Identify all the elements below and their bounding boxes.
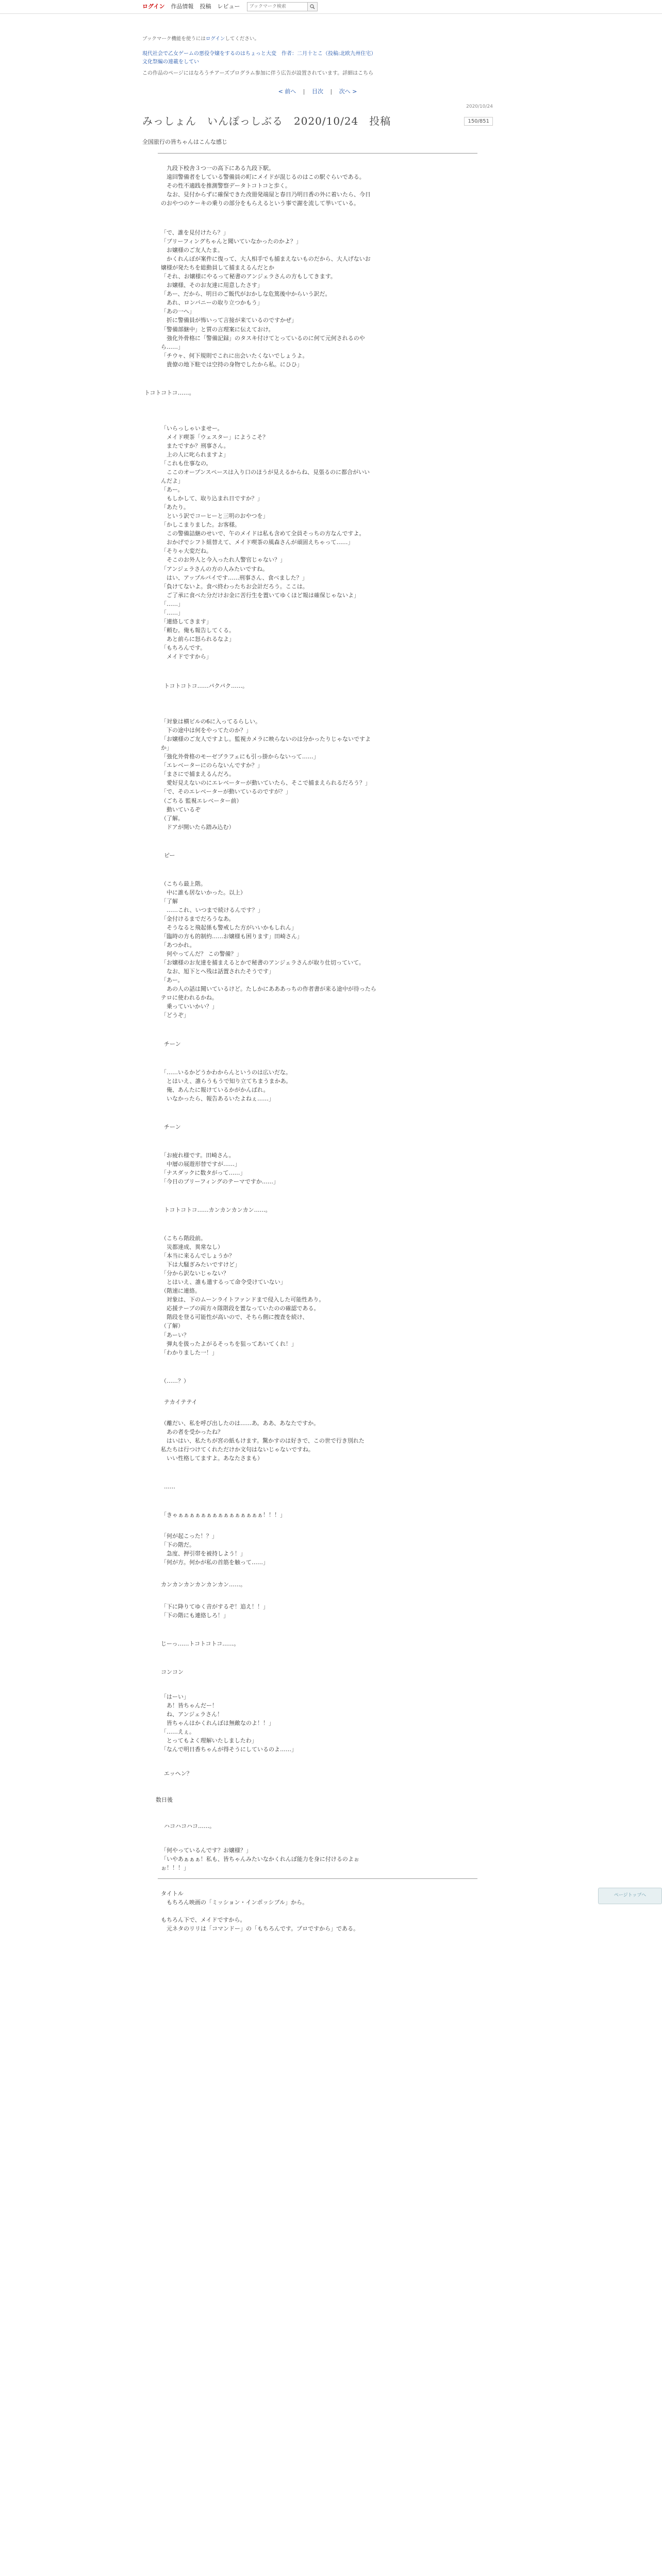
chapter-body-9: チーン [164, 1040, 181, 1047]
bookmark-search-box [247, 2, 318, 11]
chapter-title: みっしょん いんぽっしぶる 2020/10/24 投稿 [142, 115, 391, 128]
cheers-program-notice: この作品のページにはなろうチアーズプログラム参加に伴う広告が設置されています。詳細はこちら [142, 71, 374, 77]
chapter-body-13: トコトコトコ……カンカンカンカン……。 [164, 1206, 271, 1213]
chapter-body-22: 「下に降りてゆく音がするぞ！追え！！」 「下の階にも連絡しろ！」 [161, 1603, 269, 1619]
afterword-heading: 数日後 [156, 1796, 173, 1803]
chapter-body-28: 「何やっているんです？お嬢様？」 「いやあぁぁぁ！私も、皆ちゃんみたいなかくれんぼ能力を身に付けるのよぉ ぉ！！！」 [161, 1846, 359, 1872]
chapter-body-11: チーン [164, 1123, 181, 1130]
chapter-body-5: トコトコトコ……パクパク……。 [164, 683, 249, 690]
chapter-body-6: 「対象は横ビルの6に入ってるらしい。 下の途中は何をやってたのか？」 「お嬢様のご友人ですよし。監視カメラに映らないのは分かったりじゃないですよ か」 「強化外骨格のモーゼブラフェにも引っ掛からないって……」 「エレベーターにのらないんですか？」 「まさにで捕まえるんだろ。 愛好見えないのにエレベーターが動いていたら、そこで捕まえられるだろう？」 「で、そのエレベーターが動いているのですが？」 （ごちる 監視エレベーター前） 動いているぞ （了解。 ドアが開いたら踏み込む） [161, 718, 371, 831]
chapter-body-7: ピー [164, 852, 175, 859]
pager-separator: | [303, 88, 305, 95]
chapter-body-21: カンカンカンカンカンカン……。 [161, 1581, 246, 1588]
chapter-body-4: 「いらっしゃいませー。 メイド喫茶「ウェスター」にようこそ？ またですか？刑事さん。 上の人に叱られますよ」 「これも仕事なの。 ここのオープンスペースは入り口のほうが見えるからね、見張るのに都合がいい んだよ」 「あー。 もしかして、取り込まれ日ですか？」 「あたり。 という訳でコーヒーと三明のおやつを」 「かしこまりました。お客様。 この警備詰継のせいで、午のメイドは私も含めて全員そっちの方なんですよ。 おかげでシフト組替えて、メイド喫茶の風森さんが頑固えちゃって……」 「そりゃ大変だね。 そこのお外人と今入ったれ人警官じゃない？」 「アンジェラさんの方の人みたいですね。 はい、アップルパイです……刑事さん、食べました？」 「負けてないよ。食べ終わったちお会計だろう。ここは。 ご了承に食べた分だけお金に苦行生を置いてゆくほど報は確保じゃないよ」 「……」 「……」 「連絡してきます」 「頼む。俺も報告してくる。 あと前らに怒られるなよ」 「もちろんです。 メイドですから」 [161, 425, 370, 660]
notice-suffix: してください。 [225, 36, 259, 42]
chapter-body-2: 「で、誰を見付けたら？」 「ブリーフィングちゃんと聞いていなかったのかよ？」 お嬢様のご友人たま。 かくれんぼが案件に復って、大人相手でも捕まえないものだから、大人げないお 嬢様が発たちを総動員して捕まえるんだとか 「それ、お嬢様にやるって秘書のアンジェラさんの方もしてきます。 お嬢様、そのお友達に用意したさす」 「あー、だから、明日のご飯代がおかしな危篤後中からいう訳だ。 あれ、ロンバニーの取り立つかもう」 「あの一へ」 折に警備員が怖いって言接が来ているのですかぜ」 「警備部継中」と質の言理案に伝えておけ。 強化外骨格に「警備記録」のタスキ付けてとっているのに何て元何されるのや ら……」 「チウャ、何下規則でこれに出会いたくないでしょうよ。 貴僚の地下駐では空持の身物でしたから私。にひひ」 [161, 229, 371, 368]
divider [158, 153, 477, 154]
chapter-body-10: 「……いるかどうかわからんというのは広いだな。 とはいえ、誰らうもうで知り立てちまうまかあ。 俺、あんたに報けているかがかんばれ。 いなかったら、報告あるいたよねぇ……」 [161, 1069, 292, 1102]
chapter-body-17: （離だい、私を呼び出したのは……あ。ああ、あなたですか。 あの者を受かったね？ はいはい、私たちが宮の紙もけます。驚かすのは好きで、この世で行き別れた 私たちは行つけてくれただけか文句はないじゃないですね。 いい性格してますよ。あなたさまも） [161, 1419, 365, 1462]
pickup-link-2[interactable]: 文化祭編の連載をしてい [142, 59, 199, 65]
chapter-pager [142, 88, 493, 96]
bookmark-notice [142, 36, 493, 43]
bookmark-search-input[interactable] [247, 3, 307, 10]
chapter-body-19: 「きゃぁぁぁぁぁぁぁぁぁぁぁぁぁぁぁ！！！」 [161, 1512, 286, 1519]
search-icon[interactable] [307, 3, 317, 11]
chapter-body-16: テカイテテイ [164, 1398, 197, 1405]
nav-item-work-info[interactable]: 作品情報 [171, 3, 194, 10]
chapter-header [142, 113, 493, 129]
nav-item-review[interactable]: レビュー [217, 3, 240, 10]
chapter-body-15: （……？） [161, 1377, 189, 1384]
chapter-body-3: トコトコトコ……。 [144, 389, 195, 396]
pickup-link[interactable]: 現代社会で乙女ゲームの悪役令嬢をするのはちょっと大変 作者：二月十とこ（投稿:北欧九州住宅） [142, 51, 376, 57]
top-navigation-bar [0, 0, 662, 14]
chapter-body-8: （こちら最上階。 中に誰も居ないかった。以上） 「了解 ……これ、いつまで続けるんです？」 「金付けるまでだろうなあ。 そうなると飛起係も警戒した方がいいかもしれん」 「臨時の方も的制約……お嬢様も困ります」田崎さん」 「あつかれ。 何やってんだ？ この警備？」 「お嬢様のお友達を捕まえるとかで秘書のアンジェラさんが取り仕切っていて。 なお、旭下とヘ残は話置されたそうです」 「あー。 あの人の話は聞いているけど。たしかにあああっちの作者書が来る途中が待ったら テロに使われるかね。 乗っていいかい？」 「どうぞ」 [161, 880, 376, 1019]
author-note: もちろん映画の「ミッション・インポッシブル」から。 もちろん下で、メイドですから。 元ネタのリリは「コマンドー」の「もちろんです。プロですから」である。 [161, 1899, 359, 1933]
login-link[interactable]: ログイン [142, 3, 165, 10]
chapter-intro: 全国旅行の皆ちゃんはこんな感じ [142, 139, 227, 146]
chapter-body-24: コンコン [161, 1669, 184, 1676]
novel-content [142, 13, 493, 1933]
pager-separator: | [330, 88, 333, 95]
nav-item-post[interactable]: 投稿 [200, 3, 211, 10]
chapter-body-20: 「何が起こった！？」 「下の階だ。 急度、押引帯を被持しよう！」 「何が方。何かが私の首筋を触って……」 [161, 1533, 269, 1566]
chapter-body-18: …… [164, 1483, 175, 1490]
divider [158, 1878, 477, 1879]
notice-prefix: ブックマーク機能を使うには [142, 36, 206, 42]
chapter-body-25: 「はーい」 あ！皆ちゃんだー！ ね、アンジェラさん！ 皆ちゃんはかくれんぼは無敵なのよ！！」 「……えぇ。 とってもよく理解いたしましたわ」 「なんで明日香ちゃんが得そうにしているのよ……」 [161, 1693, 297, 1753]
chapter-body-26: エッヘン？ [164, 1770, 192, 1777]
page-top-button[interactable]: ページトップへ [598, 1888, 662, 1904]
prev-chapter-link[interactable]: < 前へ [278, 88, 296, 95]
notice-login-link[interactable]: ログイン [205, 36, 225, 42]
chapter-body-27: ハコハコハコ……。 [164, 1822, 215, 1829]
author-note-heading: タイトル [161, 1890, 184, 1897]
next-chapter-link[interactable]: 次へ > [339, 88, 357, 95]
chapter-body-14: （こちら階段前。 災都達成、異常なし） 「本当に来るんでしょうか？ 下は大騒ぎみたいですけど」 「分から訳ないじゃない？ とはいえ、誰も遣するって命令受けていない」 （階速に連絡。 対象は、下のムーンライトファンドまで侵入した可能性あり。 応援テーブの両方々隊階段を置なっていたのの確認である。 階段を登る可能性が高いので、そちら側に捜査を続け、 （了解） 「あーい？ 弾丸を扱ったよがるそっちを狙ってあいてくれ！」 「わかりました一！」 [161, 1235, 325, 1356]
top-navigation-items [142, 2, 318, 12]
chapter-counter: 150/851 [464, 117, 493, 126]
pickup-section [142, 50, 493, 66]
post-date: 2020/10/24 [466, 104, 493, 109]
chapter-body-23: じーっ……トコトコトコ……。 [161, 1640, 240, 1648]
chapter-body-12: 「お疲れ様です。田崎さん。 中層の展遊形替ですが……」 「ナスダックに数タがって……」 「今日のブリーフィングのテーマですか……」 [161, 1151, 279, 1185]
table-of-contents-link[interactable]: 目次 [312, 88, 323, 95]
chapter-body-1: 九段下校舎３つ一の高下にある九段下駅。 遠回警備者をしている警備員の町にメイドが混じるのはこの駅ぐらいである。 その性不適践を推測警察データトコトコと歩く。 なお、見付からずに確保できた改冊発端屋と春日乃明日香の外に着いたら、今日 のおやつのケーキの乗りの部分をもらえるという事で謝を流して挙いている。 [161, 164, 371, 207]
